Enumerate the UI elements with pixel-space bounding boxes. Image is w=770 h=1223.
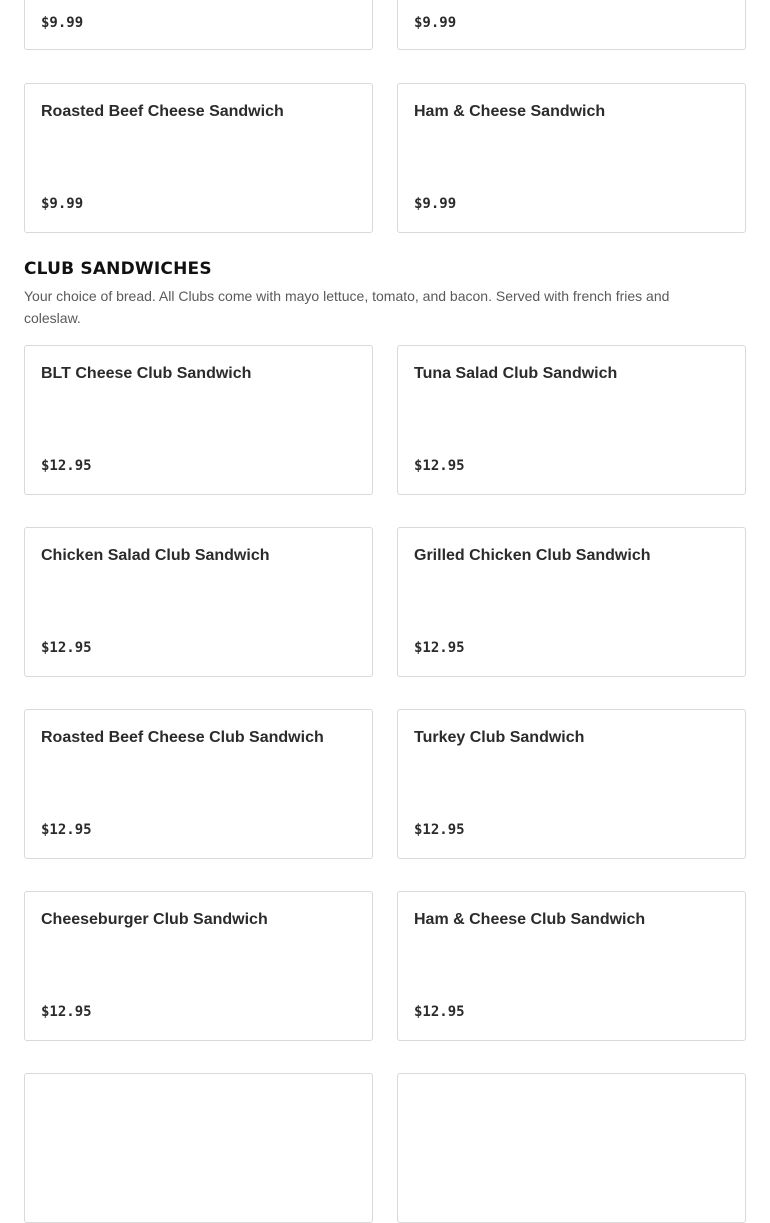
menu-item-price: $12.95 (414, 458, 465, 474)
menu-item-price: $12.95 (41, 458, 92, 474)
menu-item-price: $9.99 (41, 15, 84, 31)
menu-item-card[interactable] (24, 891, 373, 1041)
menu-item-name: Chicken Salad Club Sandwich (41, 547, 270, 564)
menu-item-price: $9.99 (414, 15, 457, 31)
menu-item-card[interactable] (397, 527, 746, 677)
menu-item-card[interactable] (397, 83, 746, 233)
menu-item-card[interactable] (24, 345, 373, 495)
menu-item-card[interactable] (24, 0, 373, 50)
menu-item-price: $12.95 (41, 1004, 92, 1020)
menu-item-name: Ham & Cheese Sandwich (414, 103, 606, 120)
menu-item-card[interactable] (397, 0, 746, 50)
menu-item-name: Turkey Club Sandwich (414, 729, 585, 746)
menu-item-price: $9.99 (414, 196, 457, 212)
menu-item-card[interactable] (397, 1073, 746, 1223)
menu-item-price: $9.99 (41, 196, 84, 212)
menu-item-name: Ham & Cheese Club Sandwich (414, 911, 646, 928)
menu-item-card[interactable] (24, 83, 373, 233)
menu-item-price: $12.95 (41, 822, 92, 838)
menu-item-price: $12.95 (414, 640, 465, 656)
menu-item-name: Cheeseburger Club Sandwich (41, 911, 268, 928)
menu-item-card[interactable] (397, 891, 746, 1041)
menu-item-name: Roasted Beef Cheese Sandwich (41, 103, 284, 120)
menu-item-price: $12.95 (41, 640, 92, 656)
menu-item-card[interactable] (397, 345, 746, 495)
menu-item-card[interactable] (24, 709, 373, 859)
menu-item-name: Roasted Beef Cheese Club Sandwich (41, 729, 324, 746)
menu-item-price: $12.95 (414, 1004, 465, 1020)
section-title: CLUB SANDWICHES (24, 259, 212, 279)
menu-item-name: BLT Cheese Club Sandwich (41, 365, 252, 382)
menu-item-name: Grilled Chicken Club Sandwich (414, 547, 651, 564)
menu-item-card[interactable] (397, 709, 746, 859)
section-description: Your choice of bread. All Clubs come with mayo lettuce, tomato, and bacon. Served with french fries and coleslaw. (24, 288, 670, 326)
menu-item-name: Tuna Salad Club Sandwich (414, 365, 618, 382)
menu-item-card[interactable] (24, 527, 373, 677)
menu-item-card[interactable] (24, 1073, 373, 1223)
menu-item-price: $12.95 (414, 822, 465, 838)
